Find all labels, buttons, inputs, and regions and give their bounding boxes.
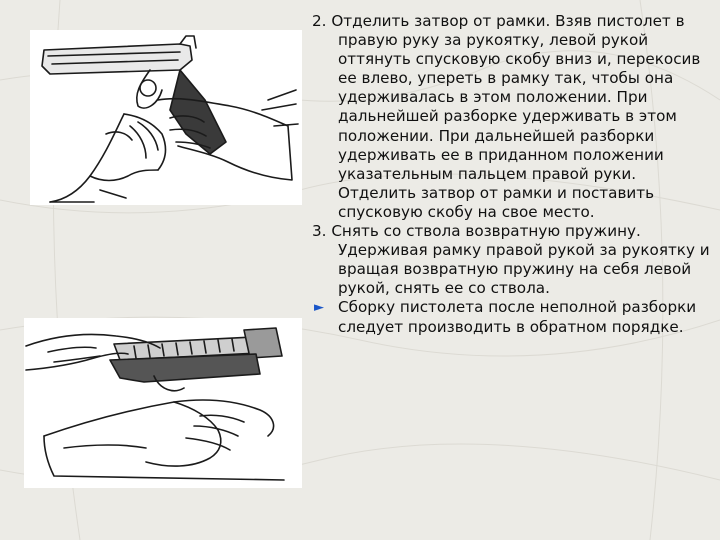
pistol-hands-drawing-1 [30,30,302,205]
illustration-recoil-spring [24,318,302,488]
illustration-trigger-guard [30,30,302,205]
step-2-text: 2. Отделить затвор от рамки. Взяв пистолет в правую руку за рукоятку, левой рукой оттянуть спусковую скобу вниз и, перекосив ее влево, упереть в рамку так, чтобы она удерживалась в этом положении. При дальнейшей разборке удерживать в этом положении. При дальнейшей разборки удерживать ее в приданном положении указательным пальцем правой руки. Отделить затвор от рамки и поставить спусковую скобу на свое место. [312,12,701,221]
assembly-note-text: Сборку пистолета после неполной разборки следует производить в обратном порядке. [338,298,697,336]
bullet-item [312,298,712,336]
right-triangle-bullet-icon: ► [314,300,324,316]
step-3-text: 3. Снять со ствола возвратную пружину. Удерживая рамку правой рукой за рукоятку и вращая возвратную пружину на себя левой рукой, снять ее со ствола. [312,222,710,298]
pistol-hands-drawing-2 [24,318,302,488]
instruction-text [312,12,712,337]
